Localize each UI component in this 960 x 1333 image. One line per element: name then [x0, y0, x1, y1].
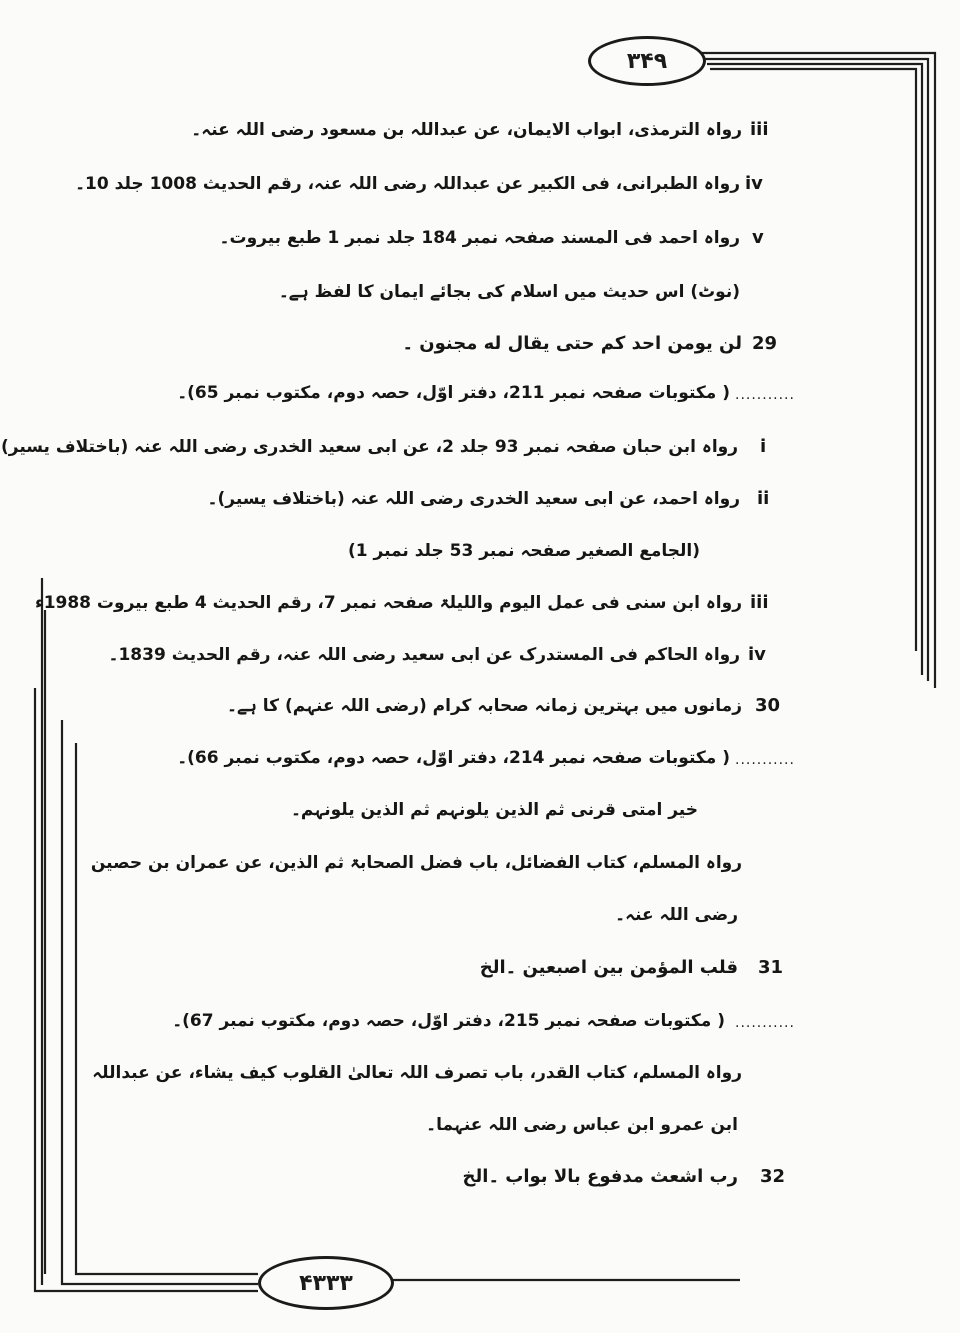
hadith-text: رب اشعث مدفوع بالا بواب ۔الخ — [462, 1166, 738, 1187]
leader-dots: ........... — [735, 752, 795, 768]
item-marker: iv — [748, 644, 766, 665]
reference-line: رواہ احمد فی المسند صفحہ نمبر 184 جلد نمبر 1 طبع بیروت۔ — [219, 228, 740, 248]
page-number-bottom: ۴۳۳۳ — [258, 1256, 394, 1310]
source-line: ( مکتوبات صفحہ نمبر 214، دفتر اوّل، حصہ دوم، مکتوب نمبر 66)۔ — [177, 748, 730, 768]
reference-line: رواہ المسلم، کتاب القدر، باب تصرف اللہ تعالیٰ القلوب کیف یشاء، عن عبداللہ — [92, 1063, 742, 1083]
hadith-text: زمانوں میں بہترین زمانہ صحابہ کرام (رضی اللہ عنہم) کا ہے۔ — [227, 696, 742, 716]
hadith-text: خیر امتی قرنی ثم الذین یلونہم ثم الذین یلونہم۔ — [290, 800, 698, 820]
reference-line: رواہ الحاکم فی المستدرک عن ابی سعید رضی اللہ عنہ، رقم الحدیث 1839۔ — [108, 645, 740, 665]
leader-dots: ........... — [735, 387, 795, 403]
item-marker: i — [760, 436, 767, 457]
note-line: (نوٹ) اس حدیث میں اسلام کی بجائے ایمان کا لفظ ہے۔ — [278, 282, 740, 302]
reference-line: رواہ ابن سنی فی عمل الیوم واللیلۃ صفحہ نمبر 7، رقم الحدیث 4 طبع بیروت 1988ء — [34, 593, 742, 613]
source-line: ( مکتوبات صفحہ نمبر 215، دفتر اوّل، حصہ دوم، مکتوب نمبر 67)۔ — [172, 1011, 725, 1031]
reference-line: رواہ الترمذی، ابواب الایمان، عن عبداللہ بن مسعود رضی اللہ عنہ۔ — [191, 120, 742, 140]
item-marker: ii — [757, 488, 770, 509]
reference-line: ابن عمرو ابن عباس رضی اللہ عنہما۔ — [426, 1115, 738, 1135]
leader-dots: ........... — [735, 1015, 795, 1031]
reference-line: (الجامع الصغیر صفحہ نمبر 53 جلد نمبر 1) — [347, 541, 700, 561]
page-number-top: ۳۴۹ — [588, 36, 706, 86]
item-number: 30 — [755, 695, 781, 716]
reference-line: رضی اللہ عنہ۔ — [615, 905, 738, 925]
source-line: ( مکتوبات صفحہ نمبر 211، دفتر اوّل، حصہ دوم، مکتوب نمبر 65)۔ — [177, 383, 730, 403]
hadith-text: قلب المؤمن بین اصبعین ۔الخ — [479, 957, 738, 978]
item-number: 32 — [760, 1166, 786, 1187]
item-marker: iii — [750, 119, 769, 140]
item-marker: v — [752, 227, 764, 248]
reference-line: رواہ احمد، عن ابی سعید الخدری رضی اللہ عنہ (باختلاف یسیر)۔ — [207, 489, 740, 509]
item-number: 31 — [758, 957, 784, 978]
reference-line: رواہ المسلم، کتاب الفضائل، باب فضل الصحابۃ ثم الذین، عن عمران بن حصین — [90, 853, 742, 873]
reference-line: رواہ ابن حبان صفحہ نمبر 93 جلد 2، عن ابی سعید الخدری رضی اللہ عنہ (باختلاف یسیر) — [0, 437, 738, 457]
item-marker: iv — [745, 173, 763, 194]
reference-line: رواہ الطبرانی، فی الکبیر عن عبداللہ رضی اللہ عنہ، رقم الحدیث 1008 جلد 10۔ — [75, 174, 740, 194]
item-marker: iii — [750, 592, 769, 613]
item-number: 29 — [752, 333, 778, 354]
hadith-text: لن یومن احد کم حتی یقال له مجنون ۔ — [402, 333, 742, 354]
